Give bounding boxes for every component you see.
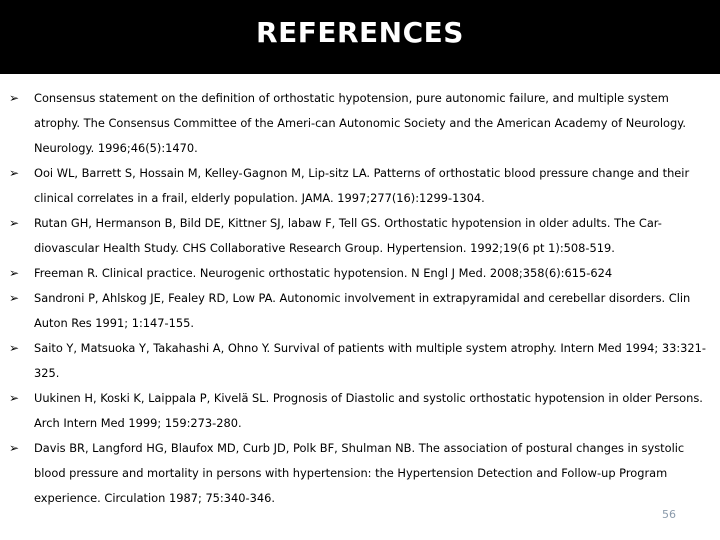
arrowhead-bullet-icon: ➢ xyxy=(9,441,20,455)
reference-text: Davis BR, Langford HG, Blaufox MD, Curb JD, Polk BF, Shulman NB. The association of postural changes in systolic blood pressure and mortality in persons with hypertension: the Hypertension Detection and Follow-up Program experience. Circulation 1987; 75:340-346. xyxy=(34,441,685,505)
reference-text: Saito Y, Matsuoka Y, Takahashi A, Ohno Y. Survival of patients with multiple system atrophy. Intern Med 1994; 33:321-325. xyxy=(34,341,707,380)
page-title: REFERENCES xyxy=(256,16,464,49)
arrowhead-bullet-icon: ➢ xyxy=(9,216,20,230)
reference-item xyxy=(0,336,720,386)
reference-item xyxy=(0,161,720,211)
reference-text: Sandroni P, Ahlskog JE, Fealey RD, Low PA. Autonomic involvement in extrapyramidal and cerebellar disorders. Clin Auton Res 1991; 1:147-155. xyxy=(34,291,691,330)
reference-text: Freeman R. Clinical practice. Neurogenic orthostatic hypotension. N Engl J Med. 2008;358(6):615-624 xyxy=(34,266,613,280)
reference-item xyxy=(0,211,720,261)
reference-item xyxy=(0,86,720,161)
title-bar xyxy=(0,0,720,74)
reference-text: Ooi WL, Barrett S, Hossain M, Kelley-Gagnon M, Lip-sitz LA. Patterns of orthostatic blood pressure change and their clinical correlates in a frail, elderly population. JAMA. 1997;277(16):1299-1304. xyxy=(34,166,690,205)
reference-list xyxy=(0,86,720,511)
arrowhead-bullet-icon: ➢ xyxy=(9,166,20,180)
reference-text: Uukinen H, Koski K, Laippala P, Kivelä SL. Prognosis of Diastolic and systolic orthostatic hypotension in older Persons. Arch Intern Med 1999; 159:273-280. xyxy=(34,391,703,430)
page-number: 56 xyxy=(662,508,676,521)
arrowhead-bullet-icon: ➢ xyxy=(9,91,20,105)
arrowhead-bullet-icon: ➢ xyxy=(9,291,20,305)
reference-item xyxy=(0,436,720,511)
reference-item xyxy=(0,386,720,436)
arrowhead-bullet-icon: ➢ xyxy=(9,341,20,355)
reference-item xyxy=(0,286,720,336)
arrowhead-bullet-icon: ➢ xyxy=(9,391,20,405)
reference-text: Rutan GH, Hermanson B, Bild DE, Kittner SJ, labaw F, Tell GS. Orthostatic hypotension in older adults. The Car-diovascular Health Study. CHS Collaborative Research Group. Hypertension. 1992;19(6 pt 1):508-519. xyxy=(34,216,662,255)
reference-text: Consensus statement on the definition of orthostatic hypotension, pure autonomic failure, and multiple system atrophy. The Consensus Committee of the Ameri-can Autonomic Society and the American Academy of Neurology. Neurology. 1996;46(5):1470. xyxy=(34,91,686,155)
reference-item xyxy=(0,261,720,286)
arrowhead-bullet-icon: ➢ xyxy=(9,266,20,280)
